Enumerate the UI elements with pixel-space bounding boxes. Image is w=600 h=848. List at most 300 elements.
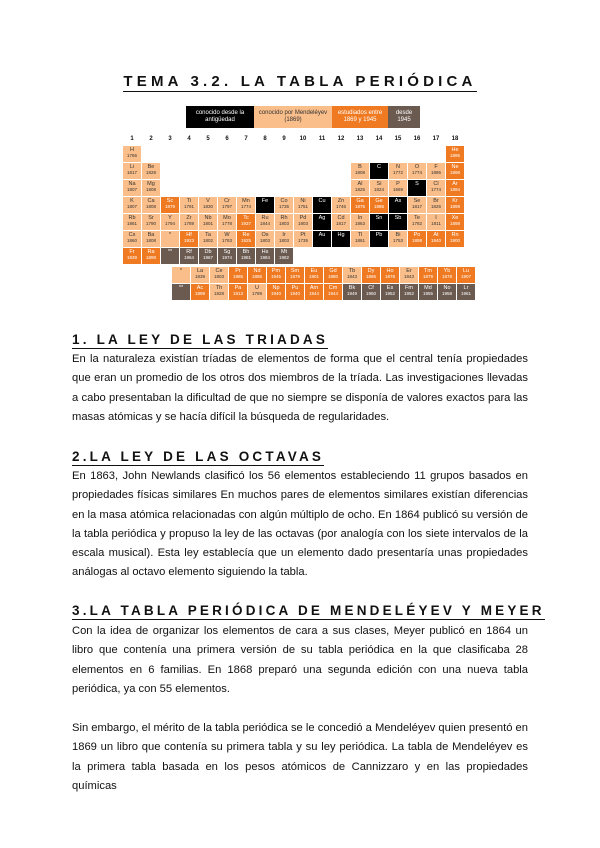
periodic-table-legend <box>186 106 420 128</box>
group-number: 1 <box>130 136 134 142</box>
element-cell <box>142 248 160 264</box>
element-cell <box>446 214 464 230</box>
element-cell <box>199 214 217 230</box>
element-year: 1843 <box>403 274 414 280</box>
element-year: 1879 <box>289 274 300 280</box>
group-number: 2 <box>149 136 153 142</box>
element-year: 1961 <box>460 291 471 297</box>
element-symbol: Sg <box>223 249 231 255</box>
element-year: 1894 <box>449 187 460 193</box>
element-cell <box>362 284 380 300</box>
element-year: 1952 <box>384 291 395 297</box>
element-symbol: U <box>255 285 259 291</box>
element-cell <box>286 284 304 300</box>
element-symbol: K <box>130 198 134 204</box>
element-cell <box>180 214 198 230</box>
element-year: 1844 <box>259 221 270 227</box>
element-cell <box>199 231 217 247</box>
element-cell <box>237 197 255 213</box>
element-cell <box>408 180 426 196</box>
element-year: 1808 <box>145 204 156 210</box>
element-symbol: I <box>435 215 437 221</box>
element-symbol: Ca <box>147 198 155 204</box>
group-number: 13 <box>356 136 364 142</box>
element-symbol: Er <box>406 268 412 274</box>
element-year: 1861 <box>354 238 365 244</box>
element-cell <box>294 231 312 247</box>
element-year: 1803 <box>259 238 270 244</box>
element-cell <box>419 267 437 283</box>
element-cell <box>313 231 331 247</box>
element-cell <box>218 197 236 213</box>
element-year: 1817 <box>126 170 137 176</box>
element-cell <box>324 284 342 300</box>
element-cell <box>123 197 141 213</box>
element-symbol: Np <box>272 285 280 291</box>
element-symbol: Bi <box>395 232 401 238</box>
element-year: 1802 <box>202 238 213 244</box>
element-symbol: Pm <box>271 268 281 274</box>
element-cell <box>332 231 350 247</box>
element-cell <box>275 214 293 230</box>
element-year: 1830 <box>202 204 213 210</box>
element-symbol: Ra <box>147 249 155 255</box>
element-year: 1808 <box>145 187 156 193</box>
element-symbol: Ce <box>215 268 223 274</box>
element-cell <box>256 231 274 247</box>
element-symbol: As <box>394 198 402 204</box>
element-symbol: Ac <box>196 285 204 291</box>
element-cell <box>343 267 361 283</box>
element-symbol: Mg <box>147 181 155 187</box>
element-symbol: Cs <box>128 232 136 238</box>
element-symbol: B <box>358 164 362 170</box>
element-symbol: Rh <box>280 215 288 221</box>
element-year: 1791 <box>183 204 194 210</box>
element-symbol: Lr <box>463 285 469 291</box>
element-symbol: Yb <box>443 268 451 274</box>
element-symbol: Pa <box>234 285 242 291</box>
element-symbol: Ag <box>318 215 326 221</box>
element-symbol: Cu <box>318 198 326 204</box>
element-year: 1878 <box>441 274 452 280</box>
element-symbol: Cr <box>224 198 230 204</box>
element-symbol: Sm <box>290 268 300 274</box>
element-cell <box>161 214 179 230</box>
element-cell <box>400 284 418 300</box>
element-cell <box>248 267 266 283</box>
element-symbol: Po <box>413 232 421 238</box>
element-year: 1981 <box>240 255 251 261</box>
element-cell <box>457 267 475 283</box>
element-cell <box>427 163 445 179</box>
element-year: 1878 <box>384 274 395 280</box>
element-cell <box>400 267 418 283</box>
group-number: 4 <box>187 136 191 142</box>
element-cell <box>446 146 464 162</box>
element-year: 1803 <box>278 238 289 244</box>
element-cell <box>446 180 464 196</box>
element-cell <box>286 267 304 283</box>
element-year: 1895 <box>449 153 460 159</box>
element-cell <box>457 284 475 300</box>
element-year: 1766 <box>126 153 137 159</box>
element-year: 1790 <box>145 221 156 227</box>
element-year: 1801 <box>202 221 213 227</box>
element-cell <box>438 267 456 283</box>
element-year: 1940 <box>270 291 281 297</box>
element-symbol: * <box>168 232 172 238</box>
element-year: 1984 <box>259 255 270 261</box>
element-year: 1783 <box>221 238 232 244</box>
element-symbol: Au <box>318 232 326 238</box>
element-cell <box>370 214 388 230</box>
element-symbol: Hs <box>261 249 269 255</box>
element-symbol: Hf <box>186 232 192 238</box>
element-symbol: Cf <box>368 285 374 291</box>
element-symbol: Pu <box>291 285 299 291</box>
element-year: 1669 <box>392 187 403 193</box>
element-year: 1886 <box>373 204 384 210</box>
element-symbol: S <box>415 181 419 187</box>
section-heading: 2.LA LEY DE LAS OCTAVAS <box>72 449 325 464</box>
element-year: 1875 <box>354 204 365 210</box>
element-symbol: Gd <box>329 268 337 274</box>
element-symbol: Ni <box>300 198 306 204</box>
element-cell <box>172 267 190 283</box>
element-cell <box>389 180 407 196</box>
element-cell <box>229 267 247 283</box>
group-number: 12 <box>337 136 345 142</box>
element-cell <box>370 163 388 179</box>
element-cell <box>229 284 247 300</box>
element-cell <box>256 197 274 213</box>
element-cell <box>237 231 255 247</box>
element-year: 1843 <box>346 274 357 280</box>
element-symbol: Tb <box>348 268 356 274</box>
element-symbol: Fe <box>261 198 269 204</box>
element-cell <box>142 214 160 230</box>
element-cell <box>267 267 285 283</box>
element-symbol: Rf <box>186 249 192 255</box>
element-cell <box>199 248 217 264</box>
element-year: 1950 <box>365 291 376 297</box>
element-year: 1949 <box>346 291 357 297</box>
element-symbol: Tl <box>357 232 363 238</box>
element-symbol: Rn <box>451 232 459 238</box>
element-cell <box>142 180 160 196</box>
element-symbol: O <box>414 164 420 170</box>
element-symbol: Pd <box>299 215 307 221</box>
element-cell <box>446 231 464 247</box>
element-symbol: N <box>396 164 400 170</box>
element-symbol: Y <box>168 215 172 221</box>
element-cell <box>389 214 407 230</box>
element-symbol: He <box>451 147 459 153</box>
element-cell <box>275 231 293 247</box>
element-symbol: Ge <box>375 198 383 204</box>
element-year: 1807 <box>126 187 137 193</box>
element-cell <box>123 248 141 264</box>
element-symbol: Tm <box>424 268 432 274</box>
element-cell <box>142 163 160 179</box>
element-year: 1955 <box>422 291 433 297</box>
element-year: 1945 <box>270 274 281 280</box>
element-year: 1885 <box>232 274 243 280</box>
section-heading: 1. LA LEY DE LAS TRIADAS <box>72 332 329 347</box>
element-cell <box>446 197 464 213</box>
element-year: 1913 <box>232 291 243 297</box>
element-year: 1803 <box>278 221 289 227</box>
element-year: 1789 <box>251 291 262 297</box>
element-year: 1803 <box>297 221 308 227</box>
element-year: 1811 <box>431 221 441 227</box>
element-year: 1944 <box>327 291 338 297</box>
element-cell <box>427 231 445 247</box>
element-cell <box>305 284 323 300</box>
element-cell <box>427 214 445 230</box>
section-paragraph: Con la idea de organizar los elementos de cara a sus clases, Meyer publicó en 1864 un libro que contenía una primera versión de su tabla periódica en la que clasificaba 28 elementos en 6 familias. En 1868 preparó una segunda edición con una nueva tabla periódica, ya con 55 elementos. <box>72 625 528 695</box>
element-cell <box>161 197 179 213</box>
element-cell <box>343 284 361 300</box>
element-symbol: W <box>224 232 230 238</box>
element-year: 1794 <box>164 221 175 227</box>
element-year: 1735 <box>278 204 289 210</box>
element-year: 1782 <box>411 221 422 227</box>
element-year: 1826 <box>430 204 441 210</box>
element-cell <box>381 267 399 283</box>
element-cell <box>332 197 350 213</box>
element-symbol: Ne <box>451 164 459 170</box>
legend-item: conocido por Mendeléyev (1869) <box>254 106 332 128</box>
element-symbol: Ga <box>356 198 364 204</box>
element-symbol: Be <box>147 164 155 170</box>
group-number: 16 <box>413 136 421 142</box>
element-symbol: Na <box>128 181 136 187</box>
element-symbol: Mo <box>223 215 231 221</box>
element-year: 1778 <box>221 221 232 227</box>
element-year: 1898 <box>449 204 460 210</box>
element-symbol: Nb <box>204 215 212 221</box>
element-symbol: Xe <box>451 215 459 221</box>
element-symbol: * <box>179 268 183 274</box>
element-symbol: F <box>434 164 438 170</box>
element-symbol: Es <box>386 285 394 291</box>
element-symbol: Fm <box>405 285 413 291</box>
element-year: 1886 <box>430 170 441 176</box>
element-year: 1974 <box>221 255 232 261</box>
element-cell <box>294 214 312 230</box>
section-paragraph: Sin embargo, el mérito de la tabla periódica se le concedió a Mendeléyev quien presentó en 1869 un libro que contenía su primera tabla y su ley periódica. La tabla de Mendeléyev es la primera tabla basada en los pesos atómicos de Cannizzaro y en las propiedades químicas <box>72 722 528 792</box>
element-cell <box>218 214 236 230</box>
element-symbol: Si <box>376 181 382 187</box>
element-symbol: Br <box>433 198 439 204</box>
element-year: 1861 <box>126 221 137 227</box>
element-cell <box>351 180 369 196</box>
group-number: 7 <box>244 136 248 142</box>
element-symbol: C <box>377 164 381 170</box>
element-year: 1879 <box>164 204 175 210</box>
element-cell <box>123 146 141 162</box>
element-cell <box>389 231 407 247</box>
element-cell <box>172 284 190 300</box>
element-symbol: Eu <box>310 268 318 274</box>
group-number: 9 <box>282 136 286 142</box>
element-cell <box>237 214 255 230</box>
element-symbol: Dy <box>367 268 375 274</box>
element-cell <box>408 197 426 213</box>
element-symbol: Al <box>357 181 363 187</box>
element-cell <box>351 231 369 247</box>
group-number: 6 <box>225 136 229 142</box>
element-year: 1774 <box>240 204 251 210</box>
element-year: 1808 <box>145 238 156 244</box>
element-symbol: Sr <box>148 215 154 221</box>
element-cell <box>294 197 312 213</box>
element-cell <box>210 284 228 300</box>
element-symbol: Tc <box>243 215 249 221</box>
element-cell <box>427 180 445 196</box>
element-year: 1774 <box>411 170 422 176</box>
element-symbol: ** <box>167 249 173 255</box>
element-year: 1808 <box>354 170 365 176</box>
element-year: 1746 <box>335 204 346 210</box>
element-cell <box>351 214 369 230</box>
element-cell <box>408 214 426 230</box>
element-cell <box>362 267 380 283</box>
element-symbol: Mt <box>280 249 288 255</box>
element-cell <box>446 163 464 179</box>
element-year: 1828 <box>145 170 156 176</box>
element-cell <box>275 248 293 264</box>
element-year: 1907 <box>460 274 471 280</box>
element-symbol: Cl <box>433 181 439 187</box>
element-symbol: Co <box>280 198 288 204</box>
element-year: 1828 <box>213 291 224 297</box>
element-symbol: Se <box>413 198 421 204</box>
element-cell <box>267 284 285 300</box>
element-year: 1898 <box>145 255 156 261</box>
element-cell <box>123 231 141 247</box>
legend-item: desde 1945 <box>388 106 420 128</box>
element-symbol: H <box>130 147 134 153</box>
element-year: 1940 <box>430 238 441 244</box>
page-title: TEMA 3.2. LA TABLA PERIÓDICA <box>123 73 477 90</box>
element-symbol: Zr <box>186 215 192 221</box>
element-symbol: In <box>357 215 363 221</box>
element-cell <box>370 231 388 247</box>
legend-item: conocido desde la antigüedad <box>186 106 254 128</box>
element-symbol: Pt <box>300 232 306 238</box>
element-cell <box>408 231 426 247</box>
element-symbol: Li <box>129 164 135 170</box>
element-symbol: Sc <box>166 198 174 204</box>
element-symbol: Re <box>242 232 250 238</box>
element-year: 1923 <box>183 238 194 244</box>
element-cell <box>123 180 141 196</box>
element-year: 1967 <box>202 255 213 261</box>
element-symbol: Ru <box>261 215 269 221</box>
element-cell <box>419 284 437 300</box>
element-cell <box>123 214 141 230</box>
element-cell <box>408 163 426 179</box>
group-number: 17 <box>432 136 440 142</box>
group-number: 11 <box>318 136 326 142</box>
element-year: 1753 <box>392 238 403 244</box>
section-heading: 3.LA TABLA PERIÓDICA DE MENDELÉYEV Y MEYER <box>72 603 545 618</box>
element-year: 1901 <box>308 274 319 280</box>
element-year: 1898 <box>411 238 422 244</box>
element-symbol: Md <box>424 285 432 291</box>
element-cell <box>161 231 179 247</box>
element-symbol: Fr <box>129 249 135 255</box>
element-year: 1937 <box>240 221 251 227</box>
element-symbol: Te <box>414 215 420 221</box>
element-year: 1899 <box>194 291 205 297</box>
group-number: 8 <box>263 136 267 142</box>
element-cell <box>370 180 388 196</box>
element-symbol: Sb <box>394 215 402 221</box>
group-number: 10 <box>299 136 307 142</box>
element-cell <box>351 197 369 213</box>
element-year: 1839 <box>194 274 205 280</box>
element-symbol: ** <box>178 285 184 291</box>
group-number: 15 <box>394 136 402 142</box>
element-symbol: Lu <box>462 268 470 274</box>
element-symbol: Ir <box>282 232 286 238</box>
element-year: 1879 <box>422 274 433 280</box>
section-paragraph: En 1863, John Newlands clasificó los 56 elementos estableciendo 11 grupos basados en propiedades físicas similares En muchos pares de elementos similares existían diferencias en la masa atómica relacionadas con algún múltiplo de ocho. En 1864 publicó su versión de la tabla periódica y propuso la ley de las octavas (por analogía con los siete intervalos de la escala musical). Esta ley establecía que un elemento dado presentaría unas propiedades análogas al octavo elemento siguiendo la tabla. <box>72 470 528 579</box>
element-symbol: V <box>206 198 210 204</box>
element-year: 1863 <box>354 221 365 227</box>
element-year: 1885 <box>251 274 262 280</box>
element-year: 1860 <box>126 238 137 244</box>
element-year: 1797 <box>221 204 232 210</box>
element-symbol: Rb <box>128 215 136 221</box>
element-year: 1772 <box>392 170 403 176</box>
element-cell <box>256 248 274 264</box>
element-cell <box>142 231 160 247</box>
element-symbol: Ar <box>452 181 458 187</box>
element-cell <box>218 248 236 264</box>
element-symbol: Ta <box>205 232 211 238</box>
element-year: 1886 <box>365 274 376 280</box>
element-year: 1939 <box>126 255 137 261</box>
element-year: 1958 <box>441 291 452 297</box>
element-symbol: No <box>443 285 451 291</box>
element-year: 1735 <box>297 238 308 244</box>
element-year: 1825 <box>354 187 365 193</box>
element-year: 1807 <box>126 204 137 210</box>
element-symbol: Bh <box>242 249 250 255</box>
element-symbol: Th <box>215 285 223 291</box>
element-year: 1898 <box>449 170 460 176</box>
group-number: 5 <box>206 136 210 142</box>
element-cell <box>389 197 407 213</box>
element-cell <box>256 214 274 230</box>
element-symbol: At <box>433 232 439 238</box>
element-symbol: Ho <box>386 268 394 274</box>
element-symbol: Am <box>309 285 319 291</box>
element-cell <box>438 284 456 300</box>
element-cell <box>123 163 141 179</box>
element-cell <box>248 284 266 300</box>
element-cell <box>191 284 209 300</box>
element-year: 1824 <box>373 187 384 193</box>
element-symbol: Mn <box>242 198 250 204</box>
element-cell <box>305 267 323 283</box>
element-cell <box>210 267 228 283</box>
